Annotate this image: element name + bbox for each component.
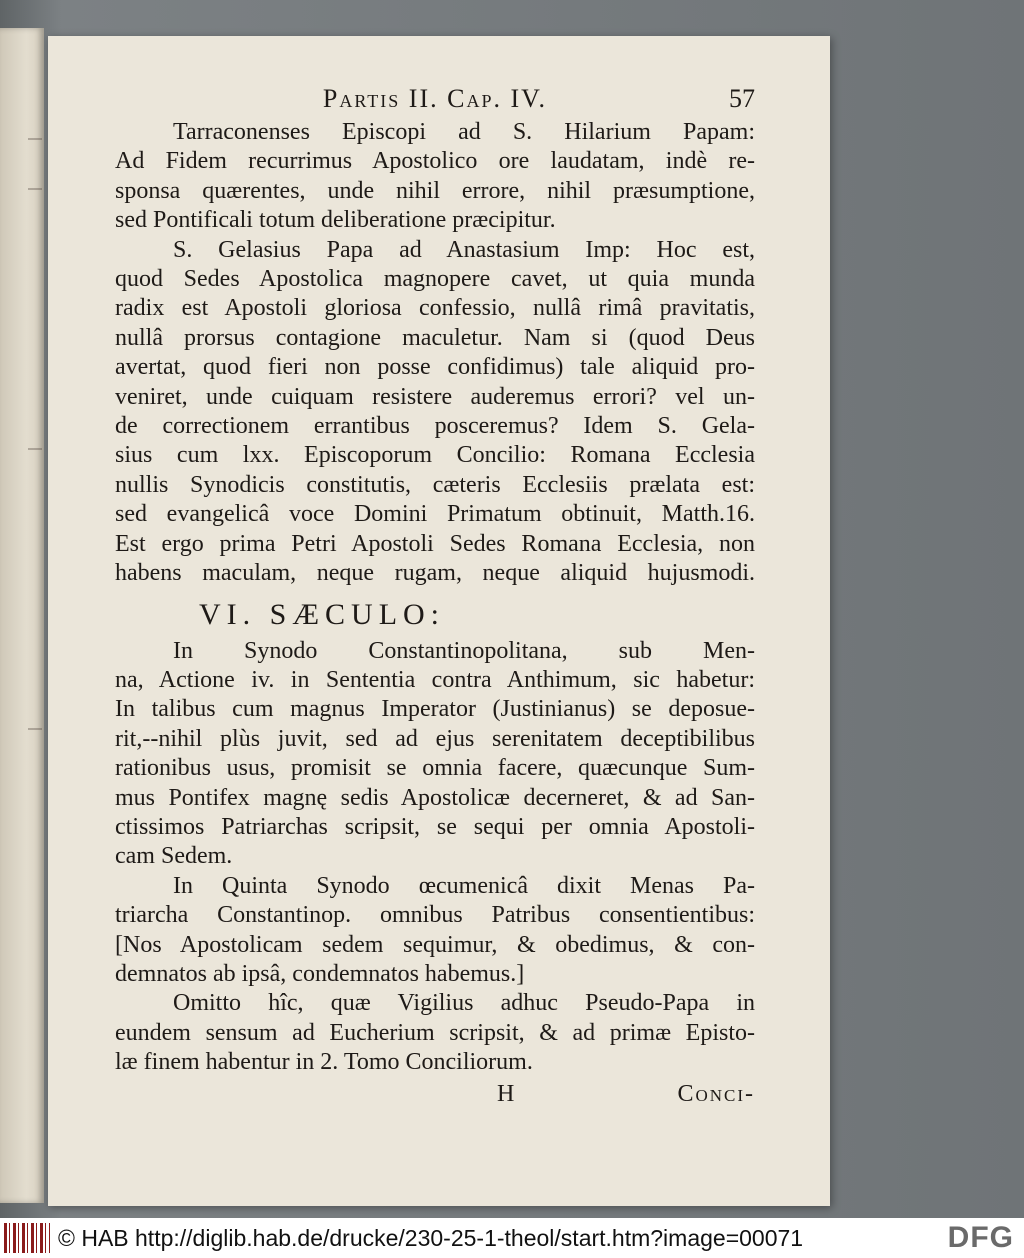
text-line: triarcha Constantinop. omnibus Patribus consentientibus: [115, 902, 755, 929]
text-line: rationibus usus, promisit se omnia facere, quæcunque Sum- [115, 755, 755, 782]
text-line: quod Sedes Apostolica magnopere cavet, ut quia munda [115, 266, 755, 293]
catchword: Conci- [677, 1080, 755, 1107]
text-line: nullis Synodicis constitutis, cæteris Ecclesiis prælata est: [115, 471, 755, 498]
page-number: 57 [729, 84, 755, 113]
running-title: Partis II. Cap. IV. [322, 84, 548, 113]
running-head [115, 84, 755, 118]
text-line: Est ergo prima Petri Apostoli Sedes Romana Ecclesia, non [115, 530, 755, 557]
text-line: In talibus cum magnus Imperator (Justinianus) se deposue- [115, 696, 755, 723]
bleed-mark [28, 728, 42, 730]
page-text-block [115, 84, 755, 1110]
text-line: sed Pontificali totum deliberatione præcipitur. [115, 207, 556, 234]
book-page [48, 36, 830, 1206]
text-line: cam Sedem. [115, 843, 233, 870]
text-line: radix est Apostoli gloriosa confessio, nullâ rimâ pravitatis, [115, 295, 755, 322]
text-line: ctissimos Patriarchas scripsit, se sequi per omnia Apostoli- [115, 813, 755, 840]
section-heading: VI. SÆCULO: [199, 597, 446, 631]
text-line: Ad Fidem recurrimus Apostolico ore laudatam, indè re- [115, 148, 755, 175]
text-line: na, Actione iv. in Sententia contra Anthimum, sic habetur: [115, 666, 755, 693]
viewer-footer [0, 1218, 1024, 1258]
text-line: Omitto hîc, quæ Vigilius adhuc Pseudo-Papa in [173, 990, 755, 1017]
hab-logo-icon [4, 1223, 50, 1253]
page-foot [115, 1080, 755, 1110]
text-line: habens maculam, neque rugam, neque aliquid hujusmodi. [115, 560, 755, 587]
bleed-mark [28, 188, 42, 190]
text-line: In Synodo Constantinopolitana, sub Men- [173, 637, 755, 664]
text-line: [Nos Apostolicam sedem sequimur, & obedimus, & con- [115, 931, 755, 958]
text-line: de correctionem errantibus posceremus? Idem S. Gela- [115, 413, 755, 440]
dfg-logo: DFG [947, 1221, 1014, 1254]
text-line: sed evangelicâ voce Domini Primatum obtinuit, Matth.16. [115, 501, 755, 528]
text-line: demnatos ab ipsâ, condemnatos habemus.] [115, 960, 525, 987]
text-line: mus Pontifex magnę sedis Apostolicæ decerneret, & ad San- [115, 784, 755, 811]
text-line: nullâ prorsus contagione maculetur. Nam si (quod Deus [115, 324, 755, 351]
bleed-mark [28, 448, 42, 450]
paragraph-gelasius [115, 236, 755, 589]
bleed-mark [28, 138, 42, 140]
text-line: sius cum lxx. Episcoporum Concilio: Romana Ecclesia [115, 442, 755, 469]
paragraph-tarraconenses [115, 118, 755, 236]
paragraph-quinta-synodo [115, 872, 755, 990]
text-line: S. Gelasius Papa ad Anastasium Imp: Hoc est, [173, 236, 755, 263]
facing-page-edge [0, 28, 44, 1203]
source-credit-link[interactable]: © HAB http://diglib.hab.de/drucke/230-25-1-theol/start.htm?image=00071 [58, 1224, 804, 1251]
paragraph-vigilius [115, 989, 755, 1077]
signature-mark: H [497, 1080, 515, 1107]
text-line: In Quinta Synodo œcumenicâ dixit Menas Pa- [173, 872, 755, 899]
text-line: rit,--nihil plùs juvit, sed ad ejus serenitatem deceptibilibus [115, 725, 755, 752]
paragraph-synodo [115, 637, 755, 872]
text-line: veniret, unde cuiquam resistere auderemus errori? vel un- [115, 383, 755, 410]
text-line: avertat, quod fieri non posse confidimus) tale aliquid pro- [115, 354, 755, 381]
text-line: sponsa quærentes, unde nihil errore, nihil præsumptione, [115, 177, 755, 204]
text-line: læ finem habentur in 2. Tomo Conciliorum. [115, 1049, 533, 1076]
text-line: Tarraconenses Episcopi ad S. Hilarium Papam: [173, 119, 755, 145]
text-line: eundem sensum ad Eucherium scripsit, & ad primæ Episto- [115, 1019, 755, 1046]
